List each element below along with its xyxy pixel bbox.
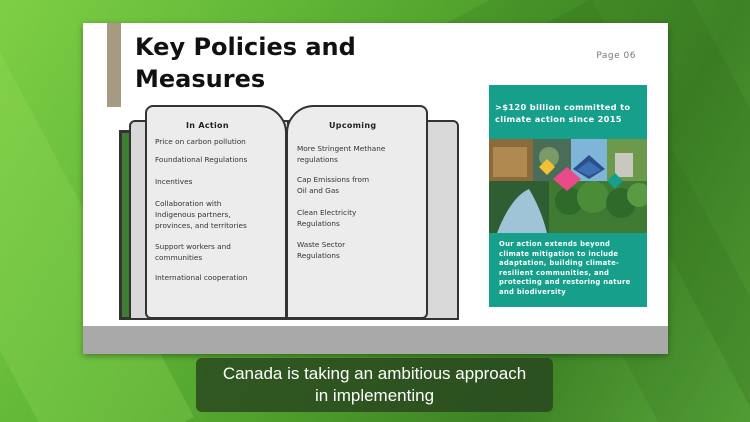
climate-action-panel bbox=[489, 85, 647, 307]
panel-body-text: Our action extends beyond climate mitigation to include adaptation, building climate-resilient communities, and protecting and restoring nature and biodiversity bbox=[499, 240, 631, 296]
upcoming-item: Clean Electricity Regulations bbox=[297, 208, 357, 228]
upcoming-item: Waste Sector Regulations bbox=[297, 240, 346, 260]
in-action-item: Price on carbon pollution bbox=[155, 137, 246, 146]
upcoming-item: More Stringent Methane regulations bbox=[297, 144, 386, 164]
climate-photo-collage bbox=[489, 139, 647, 233]
video-caption bbox=[196, 358, 553, 412]
slide-floor bbox=[83, 326, 668, 354]
slide-title-line2: Measures bbox=[135, 65, 266, 93]
title-accent-bar bbox=[107, 23, 121, 107]
slide-title-line1: Key Policies and bbox=[135, 33, 356, 61]
in-action-item: Foundational Regulations bbox=[155, 155, 248, 164]
in-action-item: International cooperation bbox=[155, 273, 248, 282]
funding-headline: >$120 billion committed to climate action since 2015 bbox=[495, 102, 631, 124]
in-action-item: Incentives bbox=[155, 177, 193, 186]
upcoming-item: Cap Emissions from Oil and Gas bbox=[297, 175, 370, 195]
climate-photo-collage-image bbox=[489, 139, 647, 233]
caption-line1: Canada is taking an ambitious approach bbox=[222, 364, 527, 383]
in-action-item: Collaboration with Indigenous partners, provinces, and territories bbox=[155, 199, 247, 230]
presentation-slide bbox=[83, 23, 668, 354]
in-action-heading: In Action bbox=[186, 121, 229, 130]
slide-title bbox=[135, 31, 395, 95]
page-number: Page 06 bbox=[596, 51, 636, 61]
in-action-item: Support workers and communities bbox=[155, 242, 231, 262]
upcoming-heading: Upcoming bbox=[329, 121, 377, 130]
caption-line2: in implementing bbox=[314, 386, 435, 405]
